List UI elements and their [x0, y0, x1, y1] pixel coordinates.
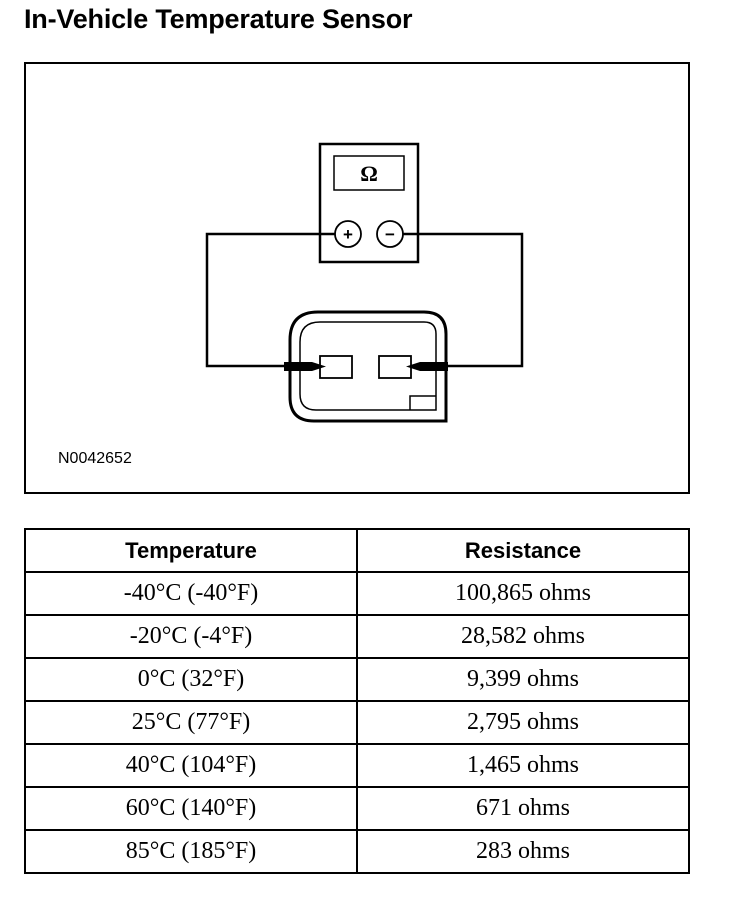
resistance-cell: 9,399 ohms — [357, 658, 689, 701]
sensor-test-diagram — [24, 62, 690, 494]
table-row — [25, 744, 689, 787]
terminal-cavity-right — [379, 356, 411, 378]
resistance-cell: 2,795 ohms — [357, 701, 689, 744]
temperature-cell: 0°C (32°F) — [25, 658, 357, 701]
table-row — [25, 830, 689, 873]
minus-symbol: − — [385, 225, 395, 244]
table-row — [25, 787, 689, 830]
temperature-cell: -20°C (-4°F) — [25, 615, 357, 658]
temperature-cell: 25°C (77°F) — [25, 701, 357, 744]
header-temperature: Temperature — [25, 529, 357, 572]
probe-tip-right — [420, 362, 448, 371]
ohm-symbol: Ω — [360, 161, 378, 186]
resistance-cell: 283 ohms — [357, 830, 689, 873]
table-row — [25, 701, 689, 744]
table-row — [25, 615, 689, 658]
table-row — [25, 572, 689, 615]
probe-tip-left — [284, 362, 312, 371]
diagram-svg — [26, 64, 688, 492]
plus-symbol: + — [343, 225, 353, 244]
table-row — [25, 658, 689, 701]
figure-id: N0042652 — [58, 450, 132, 467]
header-resistance: Resistance — [357, 529, 689, 572]
temperature-cell: 85°C (185°F) — [25, 830, 357, 873]
temperature-cell: 40°C (104°F) — [25, 744, 357, 787]
temperature-cell: -40°C (-40°F) — [25, 572, 357, 615]
resistance-cell: 1,465 ohms — [357, 744, 689, 787]
resistance-cell: 28,582 ohms — [357, 615, 689, 658]
resistance-table — [24, 528, 690, 874]
terminal-cavity-left — [320, 356, 352, 378]
resistance-cell: 100,865 ohms — [357, 572, 689, 615]
page-title: In-Vehicle Temperature Sensor — [24, 4, 413, 34]
table-header-row — [25, 529, 689, 572]
resistance-cell: 671 ohms — [357, 787, 689, 830]
temperature-cell: 60°C (140°F) — [25, 787, 357, 830]
